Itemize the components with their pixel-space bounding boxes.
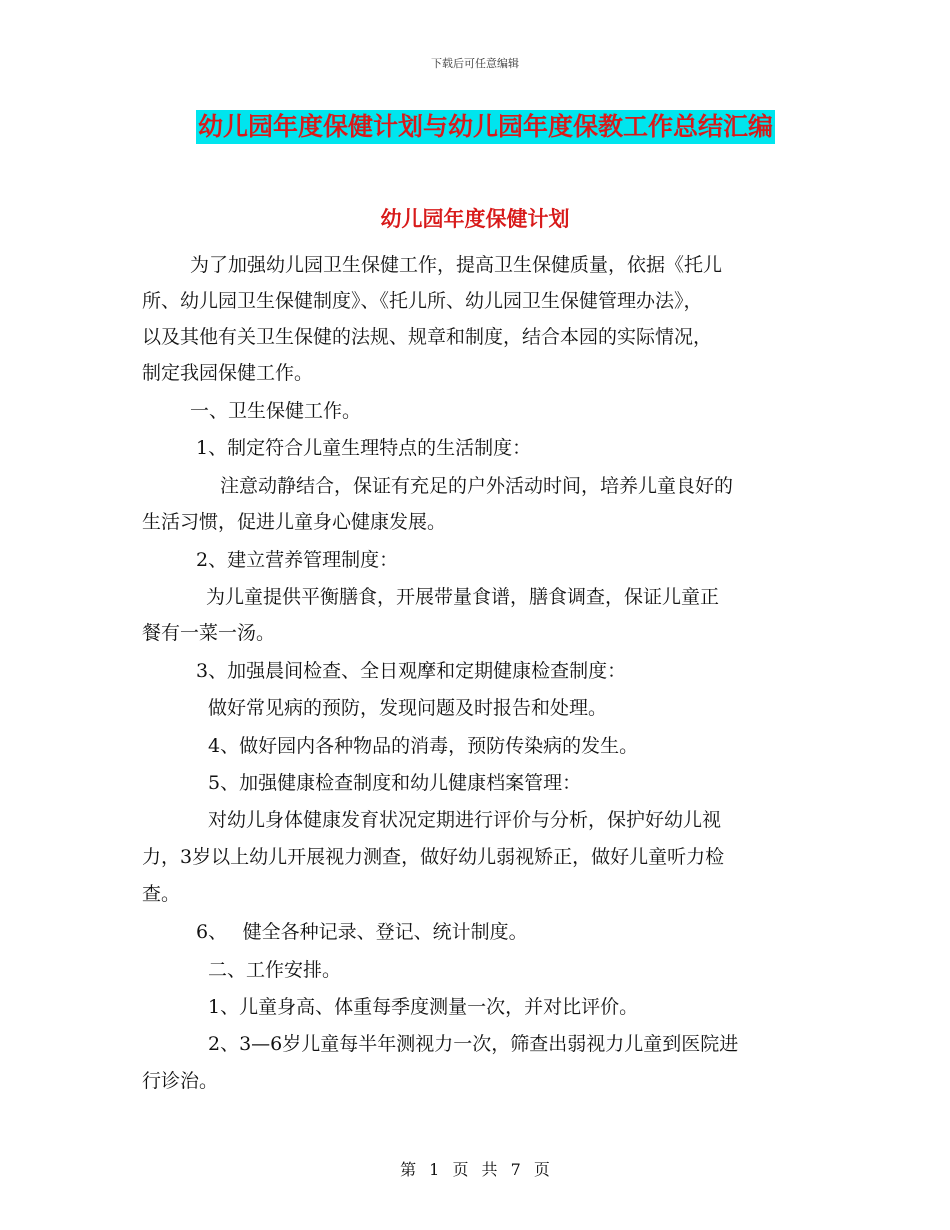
list-item-heading: 1、制定符合儿童生理特点的生活制度： (196, 437, 532, 459)
list-item: 2、3—6岁儿童每半年测视力一次，筛查出弱视力儿童到医院进 (208, 1033, 739, 1055)
list-item: 1、儿童身高、体重每季度测量一次，并对比评价。 (208, 996, 639, 1018)
paragraph-line: 为儿童提供平衡膳食，开展带量食谱，膳食调查，保证儿童正 (206, 586, 720, 608)
list-item-heading: 2、建立营养管理制度： (196, 549, 399, 571)
paragraph-line: 制定我园保健工作。 (142, 362, 314, 384)
paragraph-line: 行诊治。 (142, 1070, 219, 1092)
header-note: 下载后可任意编辑 (431, 57, 519, 70)
paragraph-line: 查。 (142, 883, 181, 905)
paragraph-line: 为了加强幼儿园卫生保健工作，提高卫生保健质量，依据《托儿 (190, 254, 723, 276)
paragraph-line: 以及其他有关卫生保健的法规、规章和制度，结合本园的实际情况， (142, 326, 713, 348)
list-item-heading: 3、加强晨间检查、全日观摩和定期健康检查制度： (196, 660, 627, 682)
paragraph-line: 所、幼儿园卫生保健制度》、《托儿所、幼儿园卫生保健管理办法》， (142, 290, 703, 312)
section-title: 幼儿园年度保健计划 (380, 207, 570, 231)
page-footer: 第 1 页 共 7 页 (400, 1160, 550, 1179)
section-heading: 一、卫生保健工作。 (190, 400, 362, 422)
list-item-heading: 4、做好园内各种物品的消毒，预防传染病的发生。 (208, 735, 639, 757)
paragraph-line: 生活习惯，促进儿童身心健康发展。 (142, 511, 447, 533)
paragraph-line: 做好常见病的预防，发现问题及时报告和处理。 (208, 697, 608, 719)
list-item-heading: 6、 健全各种记录、登记、统计制度。 (196, 921, 528, 943)
paragraph-line: 餐有一菜一汤。 (142, 622, 276, 644)
paragraph-line: 力，3岁以上幼儿开展视力测查，做好幼儿弱视矫正，做好儿童听力检 (142, 846, 725, 868)
paragraph-line: 对幼儿身体健康发育状况定期进行评价与分析，保护好幼儿视 (208, 809, 722, 831)
list-item-heading: 5、加强健康检查制度和幼儿健康档案管理： (208, 772, 582, 794)
section-heading: 二、工作安排。 (208, 959, 342, 981)
document-title: 幼儿园年度保健计划与幼儿园年度保教工作总结汇编 (196, 110, 775, 144)
paragraph-line: 注意动静结合，保证有充足的户外活动时间，培养儿童良好的 (220, 475, 734, 497)
